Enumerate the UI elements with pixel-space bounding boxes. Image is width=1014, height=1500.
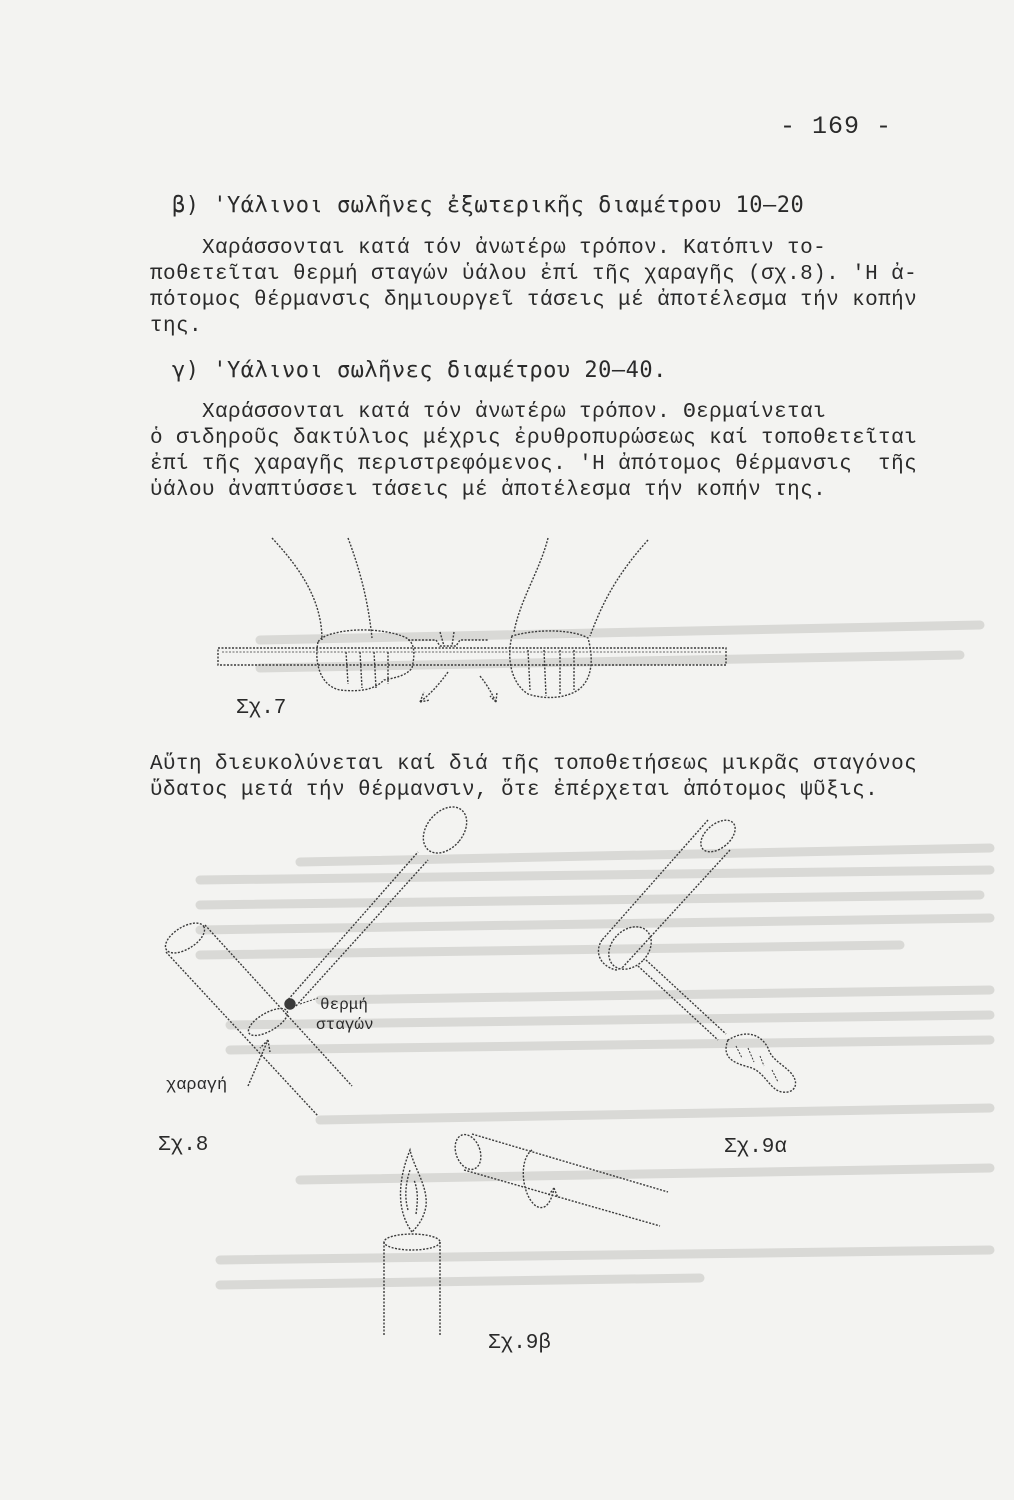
middle-text-line: ὕδατος μετά τήν θέρμανσιν, ὅτε ἐπέρχεται ἀπότομος ψῦξις. xyxy=(150,779,879,802)
fig9b-tube-end xyxy=(451,1131,486,1173)
section-c-line: ὑάλου ἀναπτύσσει τάσεις μέ ἀποτέλεσμα τήν κοπήν της. xyxy=(150,479,827,502)
fig8-label-drop: σταγών xyxy=(316,1016,374,1034)
fig9b-rotation-arrow xyxy=(523,1150,558,1208)
section-c-heading: γ) 'Υάλινοι σωλῆνες διαμέτρου 20–40. xyxy=(172,358,667,383)
page-number: - 169 - xyxy=(780,112,893,141)
section-b-line: πότομος θέρμανσις δημιουργεῖ τάσεις μέ ἀποτέλεσμα τήν κοπήν xyxy=(150,289,918,312)
section-c-line: Χαράσσονται κατά τόν ἀνωτέρω τρόπον. Θερμαίνεται xyxy=(150,401,827,424)
fig9a-caption: Σχ.9α xyxy=(724,1136,788,1159)
fig7-caption: Σχ.7 xyxy=(236,697,287,720)
section-b-line: Χαράσσονται κατά τόν ἀνωτέρω τρόπον. Κατόπιν το- xyxy=(150,237,827,260)
fig9b-burner-top xyxy=(384,1234,440,1250)
section-b-line: ποθετεῖται θερμή σταγών ὑάλου ἐπί τῆς χαραγῆς (σχ.8). 'Η ἀ- xyxy=(150,263,918,286)
section-c-line: ἐπί τῆς χαραγῆς περιστρεφόμενος. 'Η ἀπότομος θέρμανσις τῆς xyxy=(150,453,918,476)
middle-text-line: Αὕτη διευκολύνεται καί διά τῆς τοποθετήσεως μικρᾶς σταγόνος xyxy=(150,753,918,776)
fig8-label-score: χαραγή xyxy=(166,1076,228,1095)
fig9b-flame xyxy=(401,1150,427,1232)
section-b-line: της. xyxy=(150,315,203,338)
fig9b-caption: Σχ.9β xyxy=(488,1332,552,1355)
fig8-caption: Σχ.8 xyxy=(158,1134,209,1157)
fig8-label-hot: θερμή xyxy=(320,996,369,1014)
section-b-heading: β) 'Υάλινοι σωλῆνες ἐξωτερικῆς διαμέτρου 10–20 xyxy=(172,193,805,218)
section-c-line: ὁ σιδηροῦς δακτύλιος μέχρις ἐρυθροπυρώσεως καί τοποθετεῖται xyxy=(150,427,918,450)
